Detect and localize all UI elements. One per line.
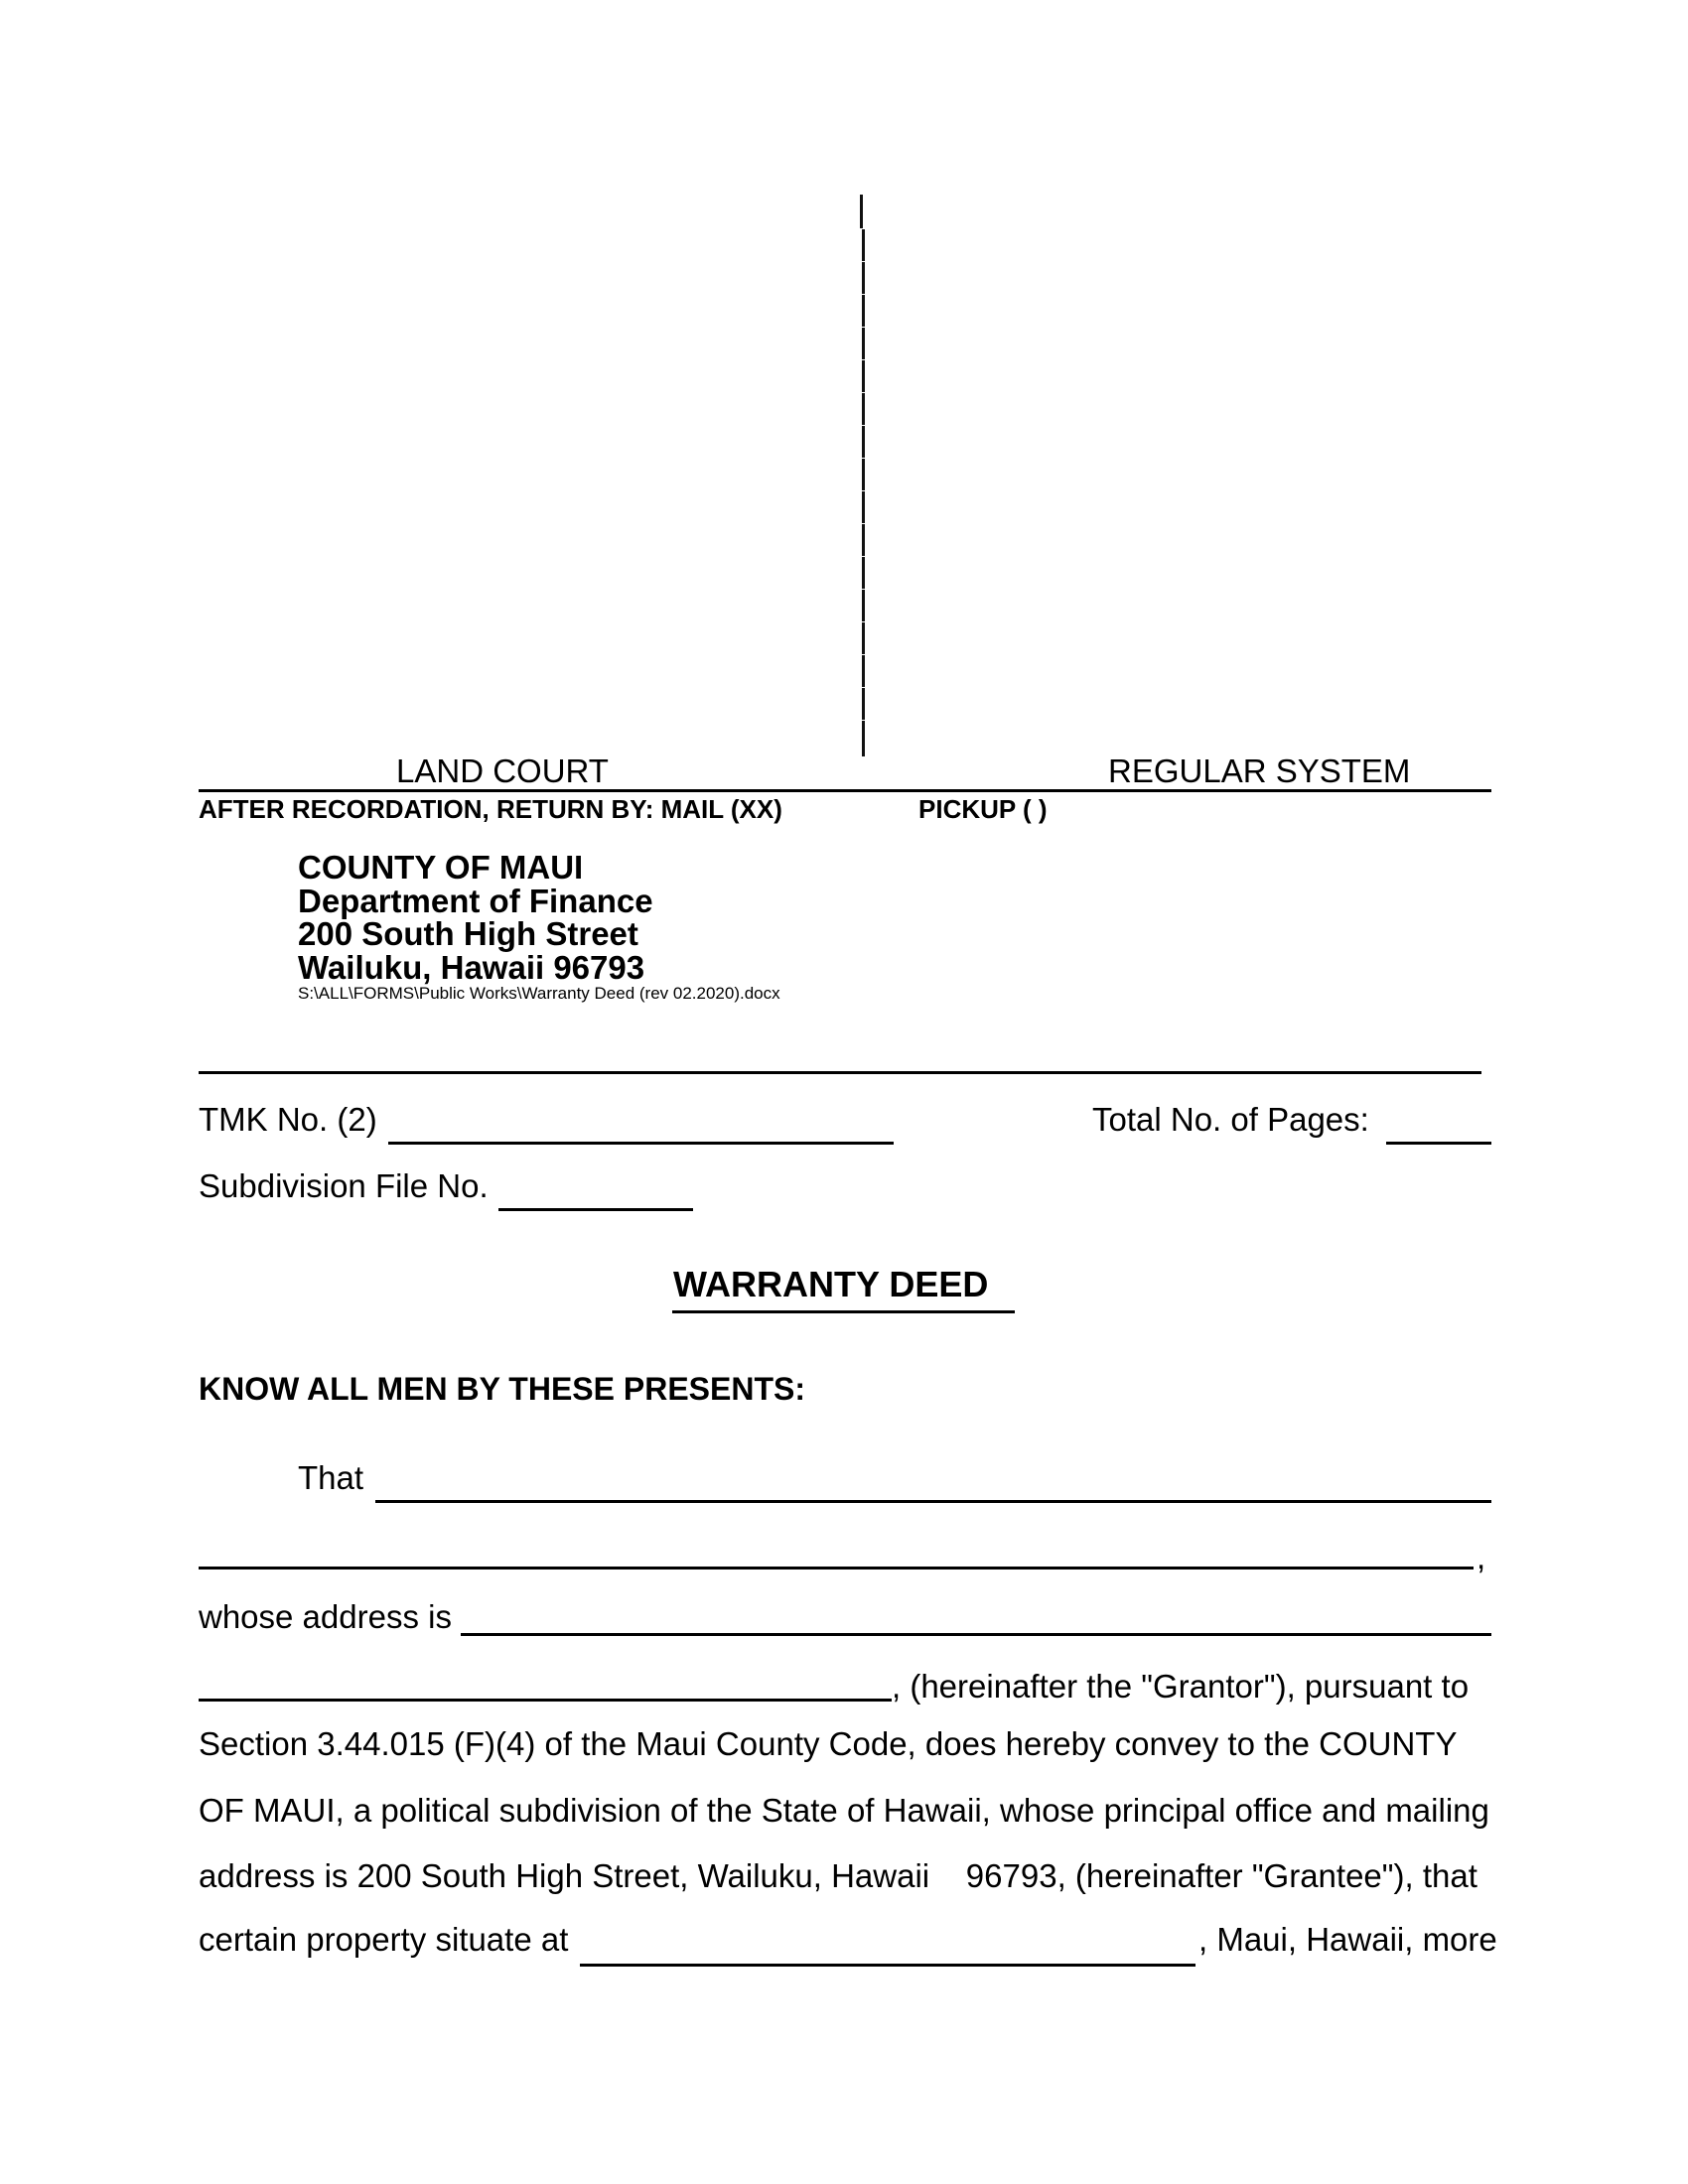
- file-path: S:\ALL\FORMS\Public Works\Warranty Deed (rev 02.2020).docx: [298, 984, 780, 1003]
- total-pages-label: Total No. of Pages:: [1092, 1101, 1369, 1138]
- tmk-label: TMK No. (2): [199, 1101, 377, 1138]
- pickup-label: PICKUP ( ): [918, 794, 1048, 824]
- grantor-name-cont-underline: [199, 1567, 1474, 1570]
- return-address-line2: Department of Finance: [298, 882, 653, 919]
- grantor-suffix: , (hereinafter the "Grantor"), pursuant to: [892, 1668, 1470, 1705]
- property-suffix: , Maui, Hawaii, more: [1198, 1921, 1497, 1958]
- total-pages-field[interactable]: [1388, 1102, 1487, 1140]
- address-cont-underline: [199, 1699, 892, 1702]
- title-underline: [672, 1310, 1015, 1313]
- return-address-line3: 200 South High Street: [298, 915, 638, 952]
- address-cont-field[interactable]: [201, 1660, 886, 1698]
- section-rule: [199, 1071, 1481, 1074]
- subdivision-field[interactable]: [500, 1168, 689, 1206]
- grantor-name-field[interactable]: [379, 1461, 1486, 1499]
- total-pages-underline: [1386, 1142, 1491, 1145]
- address-label: whose address is: [199, 1598, 452, 1635]
- grantor-name-underline: [375, 1500, 1491, 1503]
- property-underline: [580, 1964, 1196, 1967]
- return-address-line4: Wailuku, Hawaii 96793: [298, 948, 645, 986]
- that-label: That: [298, 1459, 364, 1496]
- return-by-label: AFTER RECORDATION, RETURN BY: MAIL (XX): [199, 794, 782, 824]
- address-field[interactable]: [465, 1594, 1487, 1632]
- property-location-field[interactable]: [584, 1925, 1192, 1963]
- tmk-underline: [388, 1142, 894, 1145]
- land-court-label: LAND COURT: [396, 752, 609, 789]
- grantor-name-cont-field[interactable]: [201, 1528, 1470, 1566]
- subdivision-underline: [498, 1208, 693, 1211]
- body-line-3: address is 200 South High Street, Wailuku, Hawaii 96793, (hereinafter "Grantee"), that: [199, 1857, 1477, 1894]
- return-address-block: [298, 851, 780, 1004]
- preamble-heading: KNOW ALL MEN BY THESE PRESENTS:: [199, 1371, 806, 1407]
- comma: ,: [1477, 1539, 1486, 1575]
- regular-system-label: REGULAR SYSTEM: [1108, 752, 1411, 789]
- return-address-line1: COUNTY OF MAUI: [298, 849, 584, 886]
- body-line-2: OF MAUI, a political subdivision of the State of Hawaii, whose principal office and mailing: [199, 1792, 1489, 1829]
- tmk-field[interactable]: [391, 1102, 888, 1140]
- subdivision-label: Subdivision File No.: [199, 1167, 489, 1204]
- header-rule: [199, 789, 1491, 792]
- document-title: WARRANTY DEED: [673, 1264, 989, 1304]
- address-underline: [461, 1633, 1491, 1636]
- property-prefix: certain property situate at: [199, 1921, 569, 1958]
- body-line-1: Section 3.44.015 (F)(4) of the Maui County Code, does hereby convey to the COUNTY: [199, 1725, 1458, 1762]
